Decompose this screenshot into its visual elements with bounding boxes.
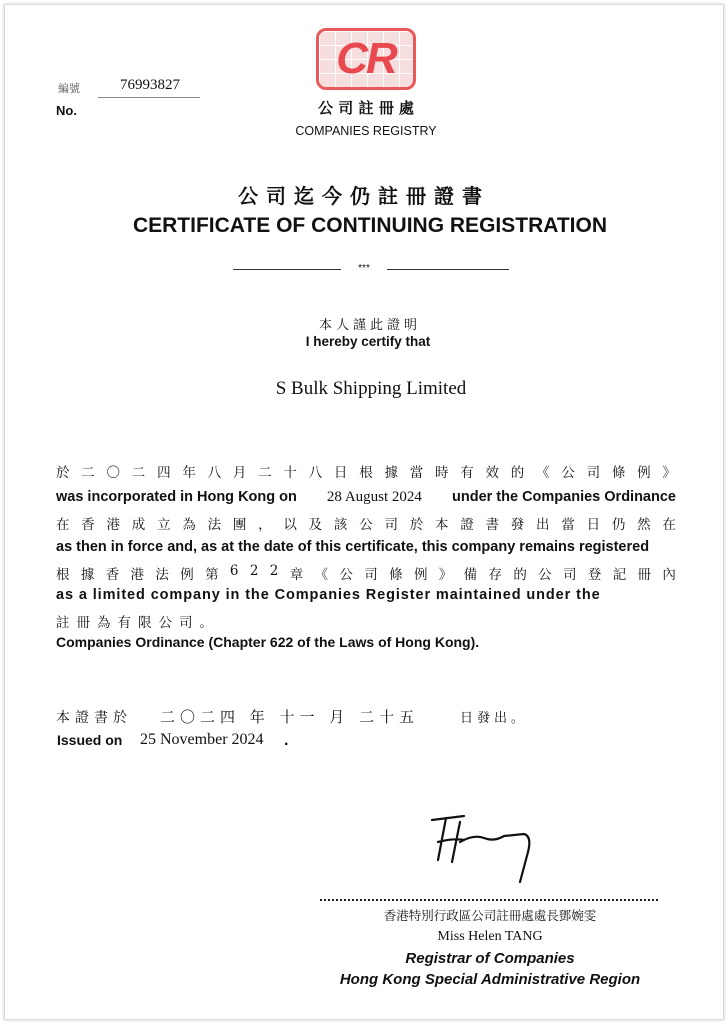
body-line-cn-4: 註冊為有限公司。	[56, 615, 220, 631]
body-line-en-3: as a limited company in the Companies Register maintained under the	[56, 587, 601, 603]
incorporation-text: was incorporated in Hong Kong on	[56, 489, 297, 505]
ornament: ***	[358, 263, 370, 274]
registry-name-en: COMPANIES REGISTRY	[295, 124, 437, 138]
certificate-page	[4, 4, 724, 1020]
certify-en: I hereby certify that	[305, 334, 431, 349]
divider-right	[387, 269, 509, 270]
certify-cn: 本人謹此證明	[318, 318, 421, 333]
divider-left	[233, 269, 341, 270]
issued-label: Issued on	[57, 732, 123, 748]
body-line-cn-2: 在 香 港 成 立 為 法 團 ， 以 及 該 公 司 於 本 證 書 發 出 當 日 仍 然 在	[56, 517, 676, 533]
number-underline	[98, 97, 200, 98]
number-label-en: No.	[56, 103, 77, 118]
companies-registry-logo: CR	[316, 28, 416, 90]
title-en: CERTIFICATE OF CONTINUING REGISTRATION	[132, 214, 608, 237]
certificate-number: 76993827	[120, 77, 180, 93]
body-line-en-1	[56, 489, 676, 506]
signature-line	[320, 899, 658, 901]
issued-cn-date: 二〇二四 年 十一 月 二十五	[160, 708, 420, 726]
company-name: S Bulk Shipping Limited	[275, 378, 467, 399]
registrar-title-en: Registrar of Companies	[405, 950, 575, 967]
body-line-cn-3: 根 據 香 港 法 例 第 6 2 2 章 《 公 司 條 例 》 備 存 的 公 司 登 記 冊 內	[56, 563, 676, 583]
issued-cn-suffix: 日發出。	[460, 711, 529, 726]
title-cn: 公司迄今仍註冊證書	[238, 184, 490, 208]
registrar-signature	[424, 812, 554, 887]
body-line-en-2: as then in force and, as at the date of this certificate, this company remains registered	[56, 539, 650, 555]
body-line-en-4: Companies Ordinance (Chapter 622 of the Laws of Hong Kong).	[56, 634, 480, 650]
number-label-cn: 編號	[58, 82, 80, 95]
issued-cn-prefix: 本證書於	[56, 710, 132, 726]
registry-name-cn: 公 司 註 冊 處	[318, 99, 414, 117]
ordinance-text: under the Companies Ordinance	[452, 489, 676, 505]
incorporation-date: 28 August 2024	[326, 489, 422, 505]
registrar-region: Hong Kong Special Administrative Region	[339, 971, 641, 988]
body-line-cn-1: 於 二 〇 二 四 年 八 月 二 十 八 日 根 據 當 時 有 效 的 《 公 司 條 例 》	[56, 465, 676, 481]
registrar-title-cn: 香港特別行政區公司註冊處處長鄧婉雯	[383, 908, 597, 923]
registrar-name: Miss Helen TANG	[437, 929, 543, 944]
issued-period: .	[284, 732, 289, 749]
issued-date: 25 November 2024	[140, 731, 264, 748]
